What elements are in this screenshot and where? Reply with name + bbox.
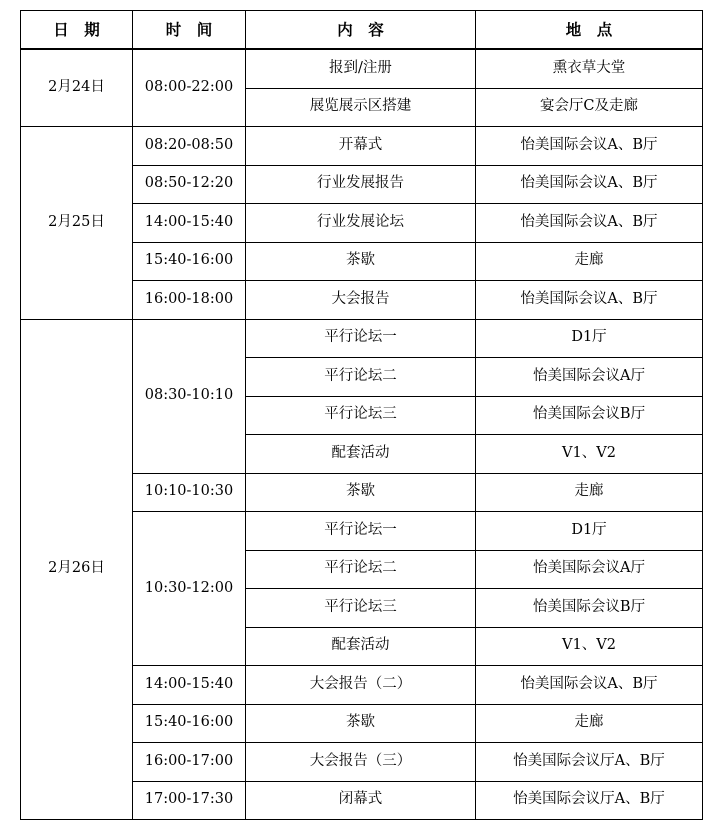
header-time: 时 间 [133,11,246,50]
location-cell: 熏衣草大堂 [476,49,703,88]
location-cell: 怡美国际会议B厅 [476,589,703,628]
table-row [21,49,703,88]
time-cell: 08:30-10:10 [133,319,246,473]
location-cell: 怡美国际会议A厅 [476,358,703,397]
location-cell: 怡美国际会议A、B厅 [476,204,703,243]
content-cell: 大会报告 [246,281,476,320]
location-cell: 怡美国际会议A、B厅 [476,281,703,320]
location-cell: D1厅 [476,512,703,551]
location-cell: 怡美国际会议厅A、B厅 [476,781,703,820]
header-content: 内 容 [246,11,476,50]
location-cell: 走廊 [476,242,703,281]
content-cell: 闭幕式 [246,781,476,820]
location-cell: 怡美国际会议A、B厅 [476,165,703,204]
location-cell: 怡美国际会议A、B厅 [476,127,703,166]
header-location: 地 点 [476,11,703,50]
location-cell: 怡美国际会议厅A、B厅 [476,743,703,782]
content-cell: 茶歇 [246,242,476,281]
time-cell: 08:00-22:00 [133,49,246,127]
header-date: 日 期 [21,11,133,50]
date-cell: 2月26日 [21,319,133,820]
content-cell: 大会报告（二） [246,666,476,705]
time-cell: 08:50-12:20 [133,165,246,204]
content-cell: 平行论坛三 [246,396,476,435]
content-cell: 平行论坛二 [246,550,476,589]
content-cell: 展览展示区搭建 [246,88,476,127]
location-cell: 宴会厅C及走廊 [476,88,703,127]
time-cell: 14:00-15:40 [133,204,246,243]
time-cell: 08:20-08:50 [133,127,246,166]
table-body [21,49,703,820]
location-cell: 怡美国际会议B厅 [476,396,703,435]
time-cell: 16:00-17:00 [133,743,246,782]
content-cell: 配套活动 [246,435,476,474]
content-cell: 茶歇 [246,473,476,512]
time-cell: 15:40-16:00 [133,704,246,743]
table-row [21,319,703,358]
date-cell: 2月24日 [21,49,133,127]
content-cell: 平行论坛三 [246,589,476,628]
location-cell: 走廊 [476,473,703,512]
time-cell: 14:00-15:40 [133,666,246,705]
table-row [21,127,703,166]
content-cell: 平行论坛二 [246,358,476,397]
content-cell: 开幕式 [246,127,476,166]
content-cell: 配套活动 [246,627,476,666]
content-cell: 茶歇 [246,704,476,743]
content-cell: 行业发展报告 [246,165,476,204]
location-cell: 怡美国际会议A厅 [476,550,703,589]
location-cell: V1、V2 [476,627,703,666]
content-cell: 大会报告（三） [246,743,476,782]
time-cell: 17:00-17:30 [133,781,246,820]
location-cell: 走廊 [476,704,703,743]
schedule-table [20,10,703,820]
date-cell: 2月25日 [21,127,133,320]
time-cell: 15:40-16:00 [133,242,246,281]
table-header [21,11,703,50]
location-cell: V1、V2 [476,435,703,474]
content-cell: 报到/注册 [246,49,476,88]
location-cell: D1厅 [476,319,703,358]
time-cell: 10:30-12:00 [133,512,246,666]
header-row [21,11,703,50]
content-cell: 平行论坛一 [246,512,476,551]
location-cell: 怡美国际会议A、B厅 [476,666,703,705]
content-cell: 平行论坛一 [246,319,476,358]
time-cell: 16:00-18:00 [133,281,246,320]
time-cell: 10:10-10:30 [133,473,246,512]
content-cell: 行业发展论坛 [246,204,476,243]
